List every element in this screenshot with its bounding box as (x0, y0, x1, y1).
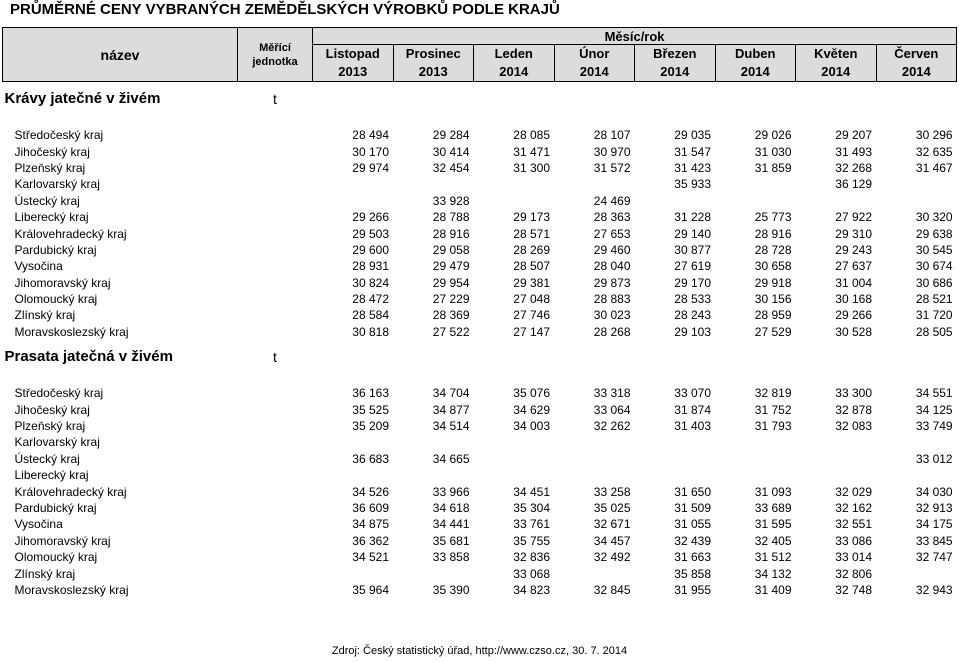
table-row (3, 467, 957, 483)
price-cell: 31 030 (754, 144, 792, 159)
price-cell: 32 878 (835, 402, 872, 417)
price-cell: 28 268 (593, 324, 631, 339)
price-cell: 30 170 (352, 144, 389, 159)
price-cell: 30 156 (754, 292, 792, 307)
price-cell: 32 454 (432, 160, 470, 175)
section-title: Prasata jatečná v živém (4, 348, 173, 366)
price-cell: 31 793 (754, 419, 792, 434)
price-cell: 36 683 (352, 451, 389, 466)
price-cell: 28 369 (432, 308, 470, 323)
price-cell: 34 665 (432, 451, 470, 466)
price-cell: 34 175 (915, 517, 953, 532)
price-cell (876, 193, 957, 209)
price-cell: 29 170 (674, 275, 711, 290)
price-cell: 28 883 (593, 292, 631, 307)
price-cell: 29 173 (513, 210, 550, 225)
price-cell: 28 788 (432, 210, 470, 225)
price-cell: 28 959 (754, 308, 792, 323)
price-cell: 34 451 (513, 484, 550, 499)
header-month: Prosinec (393, 45, 474, 64)
price-cell: 29 600 (352, 242, 389, 257)
region-name: Vysočina (14, 517, 63, 532)
region-name: Jihočeský kraj (14, 402, 90, 417)
price-cell: 34 875 (352, 517, 389, 532)
price-cell (554, 565, 635, 581)
price-cell: 29 974 (352, 160, 389, 175)
table-row (3, 324, 957, 340)
header-name: název (3, 28, 238, 82)
price-cell: 29 140 (674, 226, 711, 241)
section-unit: t (273, 348, 277, 365)
price-cell: 28 533 (674, 292, 711, 307)
price-cell: 27 048 (513, 292, 550, 307)
price-cell (313, 176, 394, 192)
price-cell: 34 457 (593, 533, 631, 548)
price-cell: 29 873 (593, 275, 631, 290)
price-cell: 31 720 (915, 308, 953, 323)
price-cell: 33 064 (593, 402, 631, 417)
price-cell: 31 403 (674, 419, 711, 434)
price-cell: 28 916 (432, 226, 470, 241)
region-name: Vysočina (14, 259, 63, 274)
price-cell: 27 229 (432, 292, 470, 307)
price-cell: 29 310 (835, 226, 872, 241)
price-cell (876, 565, 957, 581)
header-year: 2014 (554, 63, 635, 82)
price-cell: 31 752 (754, 402, 792, 417)
table-row (3, 127, 957, 143)
price-cell: 30 877 (674, 242, 711, 257)
region-name: Karlovarský kraj (14, 435, 100, 450)
table-row (3, 533, 957, 549)
price-cell (313, 467, 394, 483)
price-cell: 30 528 (835, 324, 872, 339)
table-row (3, 275, 957, 291)
price-cell: 28 269 (513, 242, 550, 257)
price-cell: 29 284 (432, 128, 470, 143)
region-name: Královehradecký kraj (14, 484, 127, 499)
price-cell (715, 467, 796, 483)
price-cell: 27 653 (593, 226, 631, 241)
price-cell: 34 618 (432, 501, 470, 515)
price-cell: 32 262 (593, 419, 631, 434)
price-cell (393, 467, 474, 483)
price-cell: 29 381 (513, 275, 550, 290)
table-row (3, 209, 957, 225)
price-cell: 27 522 (432, 324, 470, 339)
header-month: Duben (715, 45, 796, 64)
price-cell: 34 030 (915, 484, 953, 499)
table-row (3, 291, 957, 307)
price-cell: 29 243 (835, 242, 872, 257)
price-cell: 32 635 (915, 144, 953, 159)
price-cell: 29 266 (352, 210, 389, 225)
region-name: Středočeský kraj (14, 128, 104, 143)
price-cell: 32 268 (835, 160, 872, 175)
section-header (3, 82, 957, 116)
header-period-group: Měsíc/rok (313, 28, 957, 45)
price-cell (393, 565, 474, 581)
table-row (3, 451, 957, 467)
price-cell: 33 928 (432, 193, 470, 208)
header-year: 2014 (474, 63, 555, 82)
region-name: Moravskoslezský kraj (14, 582, 129, 597)
price-cell: 28 040 (593, 259, 631, 274)
price-cell: 34 003 (513, 419, 550, 434)
price-cell: 31 663 (674, 550, 711, 565)
price-cell: 34 704 (432, 386, 470, 401)
price-cell (635, 434, 716, 450)
price-cell: 31 004 (835, 275, 872, 290)
price-cell: 27 147 (513, 324, 550, 339)
price-cell: 31 874 (674, 402, 711, 417)
price-cell: 34 125 (915, 402, 953, 417)
price-cell: 24 469 (593, 193, 631, 208)
table-row (3, 401, 957, 417)
price-cell: 35 964 (352, 582, 389, 597)
price-cell: 31 093 (754, 484, 792, 499)
price-cell (876, 434, 957, 450)
price-cell: 25 773 (754, 210, 792, 225)
price-cell: 35 390 (432, 582, 470, 597)
region-name: Olomoucký kraj (14, 292, 98, 307)
table-row (3, 307, 957, 323)
price-cell: 35 304 (513, 501, 550, 515)
section-unit: t (273, 90, 277, 107)
table-row (3, 549, 957, 565)
price-cell: 27 637 (835, 259, 872, 274)
price-cell: 32 083 (835, 419, 872, 434)
price-cell (876, 467, 957, 483)
table-row (3, 160, 957, 176)
table-row (3, 193, 957, 209)
price-cell: 34 521 (352, 550, 389, 565)
price-cell (313, 193, 394, 209)
price-cell (715, 434, 796, 450)
price-cell (474, 434, 555, 450)
price-cell: 33 086 (835, 533, 872, 548)
table-row (3, 143, 957, 159)
price-cell: 35 525 (352, 402, 389, 417)
region-name: Karlovarský kraj (14, 177, 100, 192)
price-cell: 33 966 (432, 484, 470, 499)
price-cell: 27 922 (835, 210, 872, 225)
price-cell: 32 747 (915, 550, 953, 565)
region-name: Plzeňský kraj (14, 419, 86, 434)
price-cell: 28 107 (593, 128, 631, 143)
price-cell: 32 819 (754, 386, 792, 401)
price-cell (635, 451, 716, 467)
header-unit: Měřící jednotka (238, 28, 313, 82)
header-month: Květen (796, 45, 877, 64)
price-cell (635, 467, 716, 483)
header-month: Leden (474, 45, 555, 64)
header-year: 2013 (393, 63, 474, 82)
region-name: Liberecký kraj (14, 468, 89, 483)
price-cell: 35 209 (352, 419, 389, 434)
price-cell: 29 460 (593, 242, 631, 257)
price-cell: 32 748 (835, 582, 872, 597)
price-cell: 30 545 (915, 242, 953, 257)
price-cell: 29 503 (352, 226, 389, 241)
price-cell: 33 014 (835, 550, 872, 565)
price-cell (715, 193, 796, 209)
price-cell: 31 650 (674, 484, 711, 499)
price-cell (796, 434, 877, 450)
price-cell: 29 479 (432, 259, 470, 274)
region-name: Jihomoravský kraj (14, 533, 111, 548)
region-name: Královehradecký kraj (14, 226, 127, 241)
header-year: 2014 (635, 63, 716, 82)
price-cell: 33 761 (513, 517, 550, 532)
price-cell: 33 258 (593, 484, 631, 499)
price-cell (313, 434, 394, 450)
price-cell: 29 207 (835, 128, 872, 143)
price-cell: 34 629 (513, 402, 550, 417)
price-cell: 27 619 (674, 259, 711, 274)
header-month: Červen (876, 45, 957, 64)
price-cell: 33 300 (835, 386, 872, 401)
price-cell: 28 507 (513, 259, 550, 274)
table-row (3, 418, 957, 434)
price-cell: 31 572 (593, 160, 631, 175)
region-name: Jihomoravský kraj (14, 275, 111, 290)
region-name: Jihočeský kraj (14, 144, 90, 159)
table-row (3, 385, 957, 401)
price-cell: 30 414 (432, 144, 470, 159)
table-row (3, 258, 957, 274)
table-row (3, 176, 957, 192)
header-year: 2014 (876, 63, 957, 82)
price-cell: 30 023 (593, 308, 631, 323)
region-name: Ústecký kraj (14, 193, 80, 208)
price-cell (313, 565, 394, 581)
price-cell: 35 933 (674, 177, 711, 192)
price-cell: 34 823 (513, 582, 550, 597)
price-cell (474, 176, 555, 192)
price-cell: 28 728 (754, 242, 792, 257)
price-cell (474, 467, 555, 483)
section-title: Krávy jatečné v živém (4, 90, 161, 107)
price-cell: 32 162 (835, 501, 872, 515)
price-cell: 36 609 (352, 501, 389, 515)
price-cell (554, 451, 635, 467)
price-cell: 36 362 (352, 533, 389, 548)
table-row (3, 434, 957, 450)
header-year: 2014 (796, 63, 877, 82)
table-row (3, 225, 957, 241)
price-cell: 29 026 (754, 128, 792, 143)
region-name: Olomoucký kraj (14, 550, 98, 565)
price-cell: 31 055 (674, 517, 711, 532)
price-cell: 28 931 (352, 259, 389, 274)
report-title: PRŮMĚRNÉ CENY VYBRANÝCH ZEMĚDĚLSKÝCH VÝROBKŮ PODLE KRAJŮ (10, 1, 560, 18)
price-cell (474, 193, 555, 209)
price-cell: 31 509 (674, 501, 711, 515)
region-name: Ústecký kraj (14, 451, 80, 466)
price-table (2, 27, 957, 598)
price-cell: 28 916 (754, 226, 792, 241)
price-cell: 32 836 (513, 550, 550, 565)
price-cell: 31 595 (754, 517, 792, 532)
price-cell (715, 176, 796, 192)
price-cell: 32 845 (593, 582, 631, 597)
price-cell: 34 132 (754, 566, 792, 581)
price-cell (393, 176, 474, 192)
price-cell: 31 512 (754, 550, 792, 565)
price-cell: 31 228 (674, 210, 711, 225)
price-cell: 33 318 (593, 386, 631, 401)
price-cell: 32 439 (674, 533, 711, 548)
price-cell: 30 824 (352, 275, 389, 290)
section-header (3, 340, 957, 373)
region-name: Pardubický kraj (14, 242, 97, 257)
price-cell: 29 035 (674, 128, 711, 143)
region-name: Moravskoslezský kraj (14, 324, 129, 339)
region-name: Zlínský kraj (14, 566, 76, 581)
price-cell: 33 012 (915, 451, 953, 466)
price-cell: 32 671 (593, 517, 631, 532)
price-cell: 33 749 (915, 419, 953, 434)
table-row (3, 516, 957, 532)
price-cell (796, 451, 877, 467)
price-cell: 28 505 (915, 324, 953, 339)
price-cell: 28 363 (593, 210, 631, 225)
price-cell: 28 584 (352, 308, 389, 323)
price-cell: 32 913 (915, 501, 953, 515)
price-cell: 30 970 (593, 144, 631, 159)
price-cell: 29 058 (432, 242, 470, 257)
price-cell: 31 423 (674, 160, 711, 175)
price-cell (474, 451, 555, 467)
price-cell: 32 806 (835, 566, 872, 581)
price-cell: 30 658 (754, 259, 792, 274)
price-cell: 35 025 (593, 501, 631, 515)
header-year: 2013 (313, 63, 394, 82)
region-name: Středočeský kraj (14, 386, 104, 401)
price-cell: 31 493 (835, 144, 872, 159)
price-cell: 31 547 (674, 144, 711, 159)
price-cell: 29 103 (674, 324, 711, 339)
price-cell: 33 068 (513, 566, 550, 581)
price-cell: 30 818 (352, 324, 389, 339)
price-cell: 35 076 (513, 386, 550, 401)
price-cell: 35 681 (432, 533, 470, 548)
price-cell: 29 266 (835, 308, 872, 323)
price-cell: 28 571 (513, 226, 550, 241)
table-row (3, 565, 957, 581)
price-cell: 36 129 (835, 177, 872, 192)
price-cell: 31 300 (513, 160, 550, 175)
region-name: Plzeňský kraj (14, 160, 86, 175)
header-month: Únor (554, 45, 635, 64)
price-cell: 32 943 (915, 582, 953, 597)
price-cell (554, 176, 635, 192)
price-cell (876, 176, 957, 192)
price-cell: 31 471 (513, 144, 550, 159)
price-cell: 35 858 (674, 566, 711, 581)
price-cell: 36 163 (352, 386, 389, 401)
price-cell: 33 845 (915, 533, 953, 548)
price-cell: 30 320 (915, 210, 953, 225)
price-cell: 34 526 (352, 484, 389, 499)
source-note: Zdroj: Český statistický úřad, http://www.czso.cz, 30. 7. 2014 (331, 645, 628, 657)
price-cell: 28 472 (352, 292, 389, 307)
price-cell (635, 193, 716, 209)
header-month: Listopad (313, 45, 394, 64)
table-row (3, 500, 957, 516)
price-cell: 29 638 (915, 226, 953, 241)
header-month: Březen (635, 45, 716, 64)
price-cell: 28 521 (915, 292, 953, 307)
price-cell: 31 467 (915, 160, 953, 175)
table-row (3, 582, 957, 598)
region-name: Pardubický kraj (14, 501, 97, 515)
price-cell: 31 955 (674, 582, 711, 597)
price-cell (554, 467, 635, 483)
table-row (3, 483, 957, 499)
price-cell (393, 434, 474, 450)
price-cell: 28 243 (674, 308, 711, 323)
price-cell: 28 085 (513, 128, 550, 143)
price-cell: 34 514 (432, 419, 470, 434)
price-cell: 35 755 (513, 533, 550, 548)
price-cell: 32 405 (754, 533, 792, 548)
price-cell: 34 441 (432, 517, 470, 532)
price-cell: 33 070 (674, 386, 711, 401)
price-cell: 30 168 (835, 292, 872, 307)
price-cell: 32 029 (835, 484, 872, 499)
price-cell (715, 451, 796, 467)
price-cell: 31 859 (754, 160, 792, 175)
table-row (3, 242, 957, 258)
price-cell (554, 434, 635, 450)
price-cell (796, 193, 877, 209)
price-cell: 30 296 (915, 128, 953, 143)
price-cell (796, 467, 877, 483)
price-cell: 30 686 (915, 275, 953, 290)
price-cell: 34 877 (432, 402, 470, 417)
price-cell: 29 954 (432, 275, 470, 290)
price-cell: 27 746 (513, 308, 550, 323)
price-cell: 30 674 (915, 259, 953, 274)
region-name: Zlínský kraj (14, 308, 76, 323)
region-name: Liberecký kraj (14, 210, 89, 225)
price-cell: 32 551 (835, 517, 872, 532)
price-cell: 27 529 (754, 324, 792, 339)
header-year: 2014 (715, 63, 796, 82)
price-cell: 33 858 (432, 550, 470, 565)
price-cell: 32 492 (593, 550, 631, 565)
price-cell: 29 918 (754, 275, 792, 290)
price-cell: 34 551 (915, 386, 953, 401)
price-cell: 31 409 (754, 582, 792, 597)
price-cell: 33 689 (754, 501, 792, 515)
price-cell: 28 494 (352, 128, 389, 143)
